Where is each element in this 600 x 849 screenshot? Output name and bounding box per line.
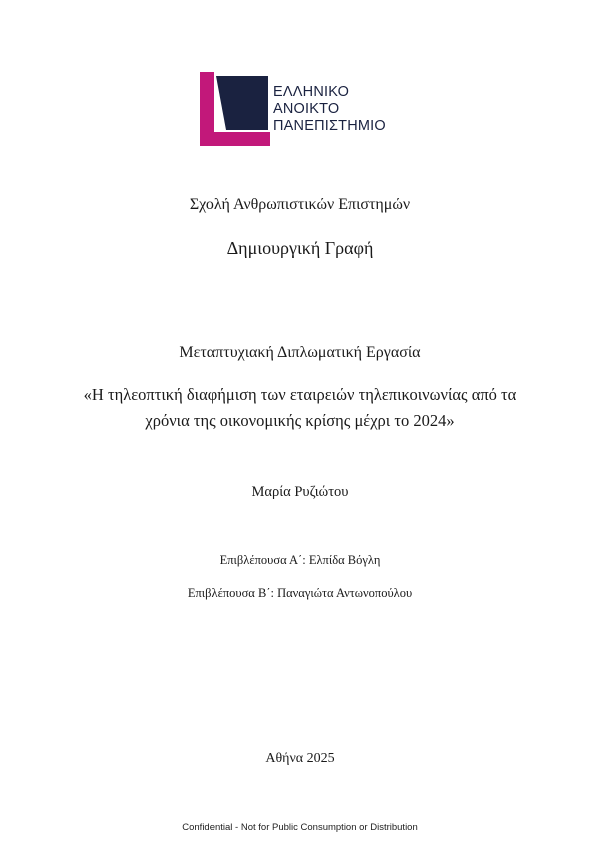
- university-logo-mark: [200, 72, 270, 146]
- program-name: Δημιουργική Γραφή: [226, 238, 374, 258]
- school-name: Σχολή Ανθρωπιστικών Επιστημών: [189, 196, 411, 213]
- confidentiality-footer: Confidential - Not for Public Consumption or Distribution: [182, 822, 418, 833]
- university-logo: [200, 72, 390, 146]
- place-year: Αθήνα 2025: [265, 751, 335, 766]
- thesis-type: Μεταπτυχιακή Διπλωματική Εργασία: [179, 344, 421, 361]
- author-name: Μαρία Ρυζιώτου: [251, 484, 349, 500]
- supervisor-b: Επιβλέπουσα Β΄: Παναγιώτα Αντωνοπούλου: [187, 586, 413, 600]
- logo-text-line: ΑΝΟΙΚΤΟ: [273, 101, 340, 117]
- thesis-title: [0, 382, 600, 434]
- supervisor-a: Επιβλέπουσα Α΄: Ελπίδα Βόγλη: [219, 553, 381, 567]
- logo-text: [273, 84, 386, 135]
- logo-text-line: ΠΑΝΕΠΙΣΤΗΜΙΟ: [273, 118, 386, 134]
- thesis-title-line: «Η τηλεοπτική διαφήμιση των εταιρειών τηλεπικοινωνίας από τα: [83, 385, 517, 404]
- thesis-title-line: χρόνια της οικονομικής κρίσης μέχρι το 2024»: [145, 411, 455, 430]
- logo-text-line: ΕΛΛΗΝΙΚΟ: [273, 84, 350, 100]
